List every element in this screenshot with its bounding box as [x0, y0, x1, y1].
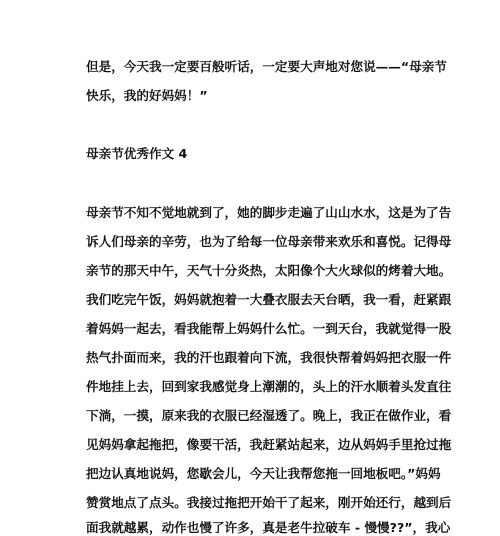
essay-line: 着妈妈一起去，看我能帮上妈妈什么忙。一到天台，我就觉得一股 — [86, 321, 452, 336]
essay-line: 见妈妈拿起拖把，像要干活，我赶紧站起来，边从妈妈手里抢过拖 — [86, 437, 452, 452]
essay-line: 诉人们母亲的辛劳，也为了给每一位母亲带来欢乐和喜悦。记得母 — [86, 234, 452, 249]
essay-line: 把边认真地说妈，您歇会儿，今天让我帮您拖一回地板吧。”妈妈 — [86, 466, 441, 481]
essay-line: 母亲节不知不觉地就到了，她的脚步走遍了山山水水，这是为了告 — [86, 205, 452, 220]
essay-line: 件地挂上去，回到家我感觉身上潮潮的，头上的汗水顺着头发直往 — [86, 379, 452, 394]
essay-line: 下淌，一摸，原来我的衣服已经湿透了。晚上，我正在做作业，看 — [86, 408, 452, 423]
essay-line: 热气扑面而来，我的汗也跟着向下流，我很快帮着妈妈把衣服一件 — [86, 350, 452, 365]
essay-line: 亲节的那天中午，天气十分炎热，太阳像个大火球似的烤着大地。 — [86, 263, 452, 278]
intro-line: 快乐，我的好妈妈！” — [86, 88, 208, 103]
section-heading: 母亲节优秀作文 4 — [86, 146, 188, 161]
essay-line: 面我就越累，动作也慢了许多，真是老牛拉破车 - 慢慢??”，我心 — [86, 520, 451, 535]
essay-line: 赞赏地点了点头。我接过拖把开始干了起来，刚开始还行，越到后 — [86, 495, 452, 510]
intro-line: 但是，今天我一定要百般听话，一定要大声地对您说——“母亲节 — [86, 59, 447, 74]
essay-line: 我们吃完午饭，妈妈就抱着一大叠衣服去天台晒，我一看，赶紧跟 — [86, 292, 452, 307]
